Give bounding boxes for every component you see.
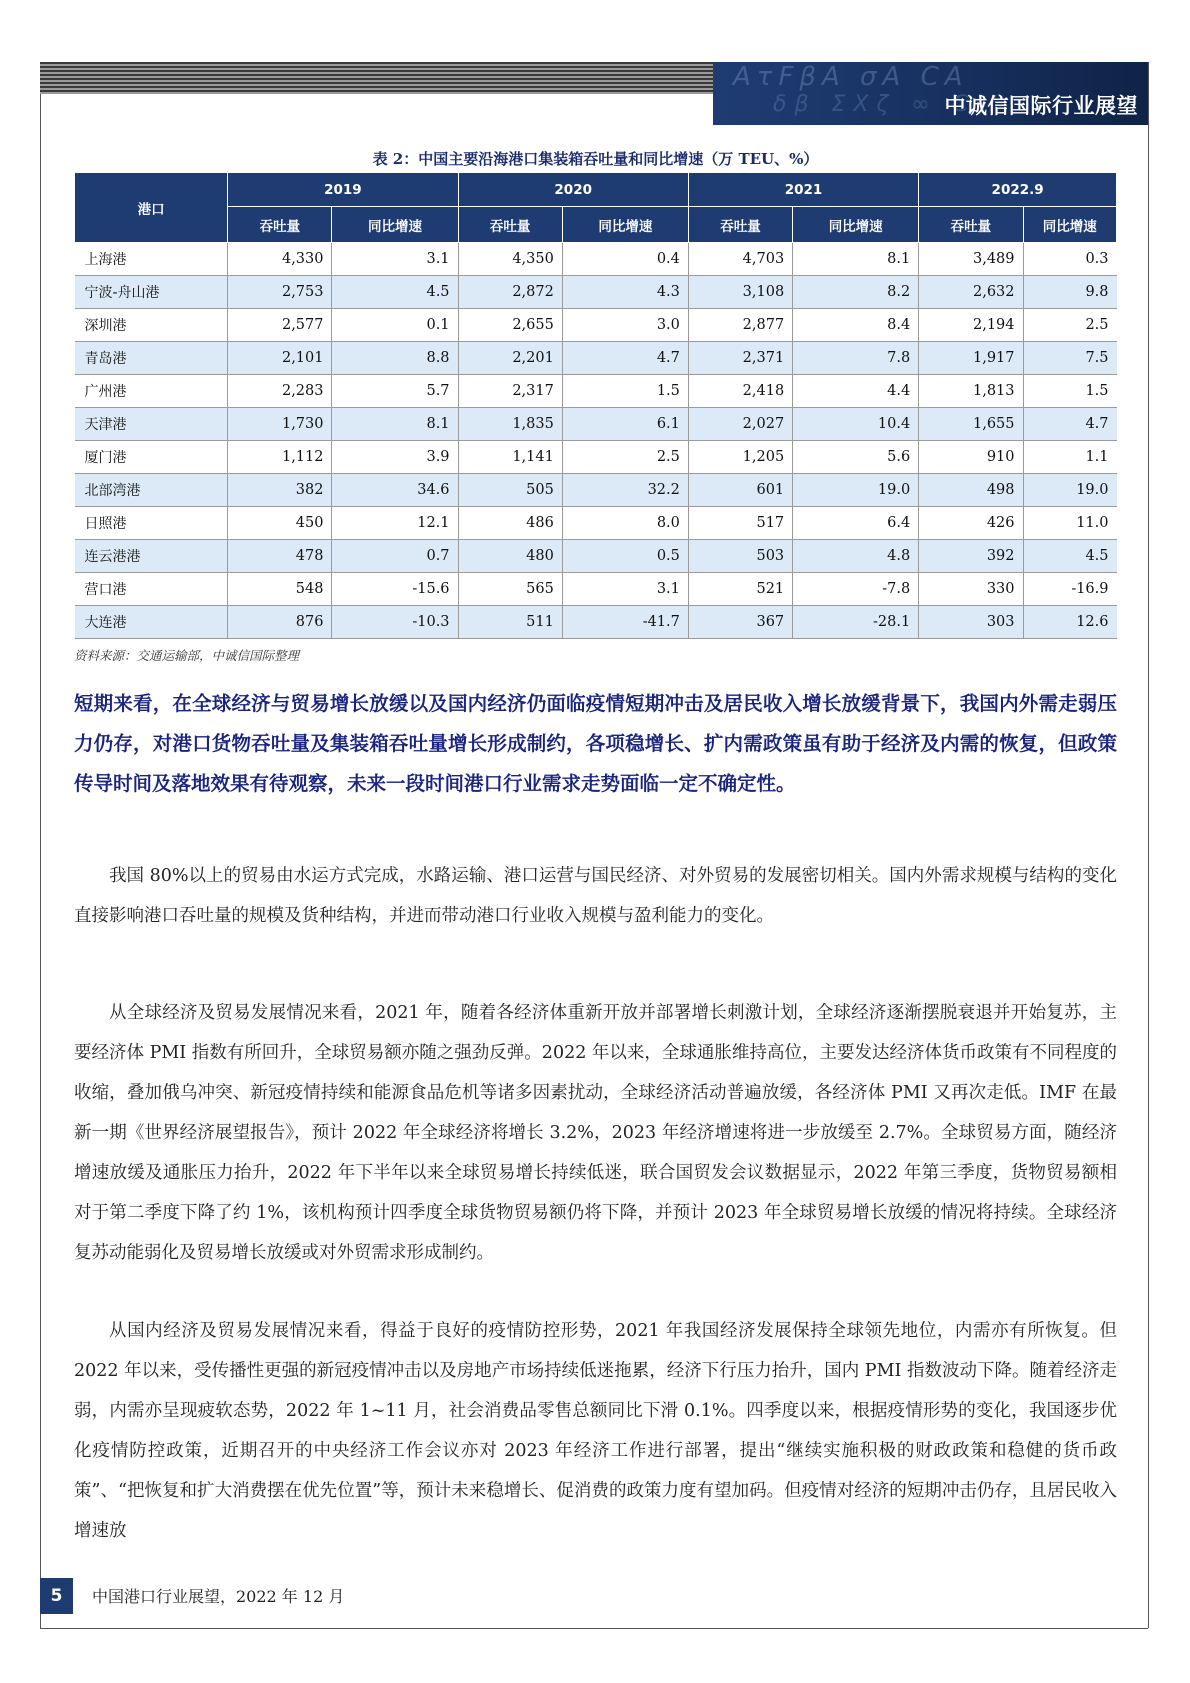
throughput-cell: 1,141 xyxy=(458,441,562,474)
page-number: 5 xyxy=(40,1578,73,1614)
key-takeaway: 短期来看，在全球经济与贸易增长放缓以及国内经济仍面临疫情短期冲击及居民收入增长放缓背景下，我国内外需走弱压力仍存，对港口货物吞吐量及集装箱吞吐量增长形成制约，各项稳增长、扩内需政策虽有助于经济及内需的恢复，但政策传导时间及落地效果有待观察，未来一段时间港口行业需求走势面临一定不确定性。 xyxy=(74,692,1117,795)
throughput-cell: 478 xyxy=(228,540,332,573)
table-row xyxy=(75,441,1117,474)
body-paragraph: 从全球经济及贸易发展情况来看，2021 年，随着各经济体重新开放并部署增长刺激计划，全球经济逐渐摆脱衰退并开始复苏，主要经济体 PMI 指数有所回升，全球贸易额亦随之强劲反弹。2022 年以来，全球通胀维持高位，主要发达经济体货币政策有不同程度的收缩，叠加俄乌冲突、新冠疫情持续和能源食品危机等诸多因素扰动，全球经济活动普遍放缓，各经济体 PMI 又再次走低。IMF 在最新一期《世界经济展望报告》，预计 2022 年全球经济将增长 3.2%，2023 年经济增速将进一步放缓至 2.7%。全球贸易方面，随经济增速放缓及通胀压力抬升，2022 年下半年以来全球贸易增长持续低迷，联合国贸发会议数据显示，2022 年第三季度，货物贸易额相对于第二季度下降了约 1%，该机构预计四季度全球货物贸易额仍将下降，并预计 2023 年全球贸易增长放缓的情况将持续。全球经济复苏动能弱化及贸易增长放缓或对外贸需求形成制约。 xyxy=(74,1003,1117,1263)
body-paragraph: 从国内经济及贸易发展情况来看，得益于良好的疫情防控形势，2021 年我国经济发展保持全球领先地位，内需亦有所恢复。但 2022 年以来，受传播性更强的新冠疫情冲击以及房地产市场持续低迷拖累，经济下行压力抬升，国内 PMI 指数波动下降。随着经济走弱，内需亦呈现疲软态势，2022 年 1~11 月，社会消费品零售总额同比下滑 0.1%。四季度以来，根据疫情形势的变化，我国逐步优化疫情防控政策，近期召开的中央经济工作会议亦对 2023 年经济工作进行部署，提出“继续实施积极的财政政策和稳健的货币政策”、“把恢复和扩大消费摆在优先位置”等，预计未来稳增长、促消费的政策力度有望加码。但疫情对经济的短期冲击仍存，且居民收入增速放 xyxy=(74,1321,1117,1541)
throughput-cell: 2,194 xyxy=(919,309,1023,342)
throughput-cell: 521 xyxy=(688,573,792,606)
port-name: 上海港 xyxy=(75,243,228,276)
throughput-cell: 2,201 xyxy=(458,342,562,375)
table-row xyxy=(75,309,1117,342)
yoy-cell: 8.8 xyxy=(332,342,458,375)
yoy-cell: 12.6 xyxy=(1023,606,1116,639)
yoy-cell: 1.1 xyxy=(1023,441,1116,474)
yoy-cell: 0.3 xyxy=(1023,243,1116,276)
footer-rule xyxy=(40,1628,1148,1629)
port-name: 天津港 xyxy=(75,408,228,441)
yoy-cell: 8.0 xyxy=(562,507,688,540)
table-row xyxy=(75,540,1117,573)
yoy-cell: 3.1 xyxy=(562,573,688,606)
table-row xyxy=(75,474,1117,507)
throughput-cell: 4,350 xyxy=(458,243,562,276)
yoy-cell: 5.6 xyxy=(793,441,919,474)
yoy-cell: 6.1 xyxy=(562,408,688,441)
throughput-cell: 4,703 xyxy=(688,243,792,276)
throughput-cell: 1,813 xyxy=(919,375,1023,408)
throughput-cell: 2,418 xyxy=(688,375,792,408)
col-header-throughput: 吞吐量 xyxy=(458,207,562,243)
throughput-cell: 2,753 xyxy=(228,276,332,309)
yoy-cell: 19.0 xyxy=(793,474,919,507)
table-row xyxy=(75,507,1117,540)
throughput-cell: 2,872 xyxy=(458,276,562,309)
throughput-cell: 450 xyxy=(228,507,332,540)
throughput-cell: 1,112 xyxy=(228,441,332,474)
yoy-cell: -41.7 xyxy=(562,606,688,639)
throughput-cell: 565 xyxy=(458,573,562,606)
throughput-cell: 426 xyxy=(919,507,1023,540)
yoy-cell: 4.3 xyxy=(562,276,688,309)
port-name: 大连港 xyxy=(75,606,228,639)
page-header xyxy=(40,62,1148,125)
table-row xyxy=(75,606,1117,639)
footer-doc-title: 中国港口行业展望，2022 年 12 月 xyxy=(92,1587,345,1606)
yoy-cell: 8.1 xyxy=(793,243,919,276)
port-name: 营口港 xyxy=(75,573,228,606)
yoy-cell: 5.7 xyxy=(332,375,458,408)
table-row xyxy=(75,342,1117,375)
col-header-yoy: 同比增速 xyxy=(562,207,688,243)
col-header-year: 2022.9 xyxy=(919,173,1117,207)
yoy-cell: 4.5 xyxy=(1023,540,1116,573)
port-name: 广州港 xyxy=(75,375,228,408)
yoy-cell: 6.4 xyxy=(793,507,919,540)
throughput-cell: 511 xyxy=(458,606,562,639)
port-name: 深圳港 xyxy=(75,309,228,342)
col-header-yoy: 同比增速 xyxy=(1023,207,1116,243)
throughput-cell: 1,655 xyxy=(919,408,1023,441)
yoy-cell: -15.6 xyxy=(332,573,458,606)
table-title: 表 2：中国主要沿海港口集装箱吞吐量和同比增速（万 TEU、%） xyxy=(372,150,819,168)
throughput-cell: 498 xyxy=(919,474,1023,507)
brand-title: 中诚信国际行业展望 xyxy=(944,94,1138,118)
throughput-cell: 2,655 xyxy=(458,309,562,342)
yoy-cell: 0.7 xyxy=(332,540,458,573)
col-header-throughput: 吞吐量 xyxy=(228,207,332,243)
port-name: 厦门港 xyxy=(75,441,228,474)
throughput-cell: 330 xyxy=(919,573,1023,606)
table-row xyxy=(75,243,1117,276)
throughput-cell: 2,101 xyxy=(228,342,332,375)
yoy-cell: 3.0 xyxy=(562,309,688,342)
throughput-cell: 876 xyxy=(228,606,332,639)
banner-decoration: AτFβA σA CA xyxy=(733,62,969,92)
table-row xyxy=(75,375,1117,408)
body-paragraph: 我国 80%以上的贸易由水运方式完成，水路运输、港口运营与国民经济、对外贸易的发展密切相关。国内外需求规模与结构的变化直接影响港口吞吐量的规模及货种结构，并进而带动港口行业收入规模与盈利能力的变化。 xyxy=(74,866,1117,926)
throughput-cell: 1,730 xyxy=(228,408,332,441)
col-header-throughput: 吞吐量 xyxy=(688,207,792,243)
yoy-cell: 0.5 xyxy=(562,540,688,573)
yoy-cell: 4.7 xyxy=(1023,408,1116,441)
throughput-cell: 303 xyxy=(919,606,1023,639)
throughput-cell: 517 xyxy=(688,507,792,540)
yoy-cell: 4.8 xyxy=(793,540,919,573)
throughput-cell: 367 xyxy=(688,606,792,639)
port-name: 青岛港 xyxy=(75,342,228,375)
yoy-cell: 19.0 xyxy=(1023,474,1116,507)
yoy-cell: 3.1 xyxy=(332,243,458,276)
throughput-cell: 910 xyxy=(919,441,1023,474)
yoy-cell: 12.1 xyxy=(332,507,458,540)
throughput-cell: 2,577 xyxy=(228,309,332,342)
banner-decoration-2: δβ ΣXζ ∞ C xyxy=(773,92,977,117)
col-header-yoy: 同比增速 xyxy=(793,207,919,243)
port-name: 宁波-舟山港 xyxy=(75,276,228,309)
header-stripes xyxy=(40,62,713,94)
port-name: 连云港港 xyxy=(75,540,228,573)
yoy-cell: -16.9 xyxy=(1023,573,1116,606)
yoy-cell: 2.5 xyxy=(562,441,688,474)
yoy-cell: 9.8 xyxy=(1023,276,1116,309)
col-header-year: 2019 xyxy=(228,173,458,207)
table-row xyxy=(75,573,1117,606)
col-header-throughput: 吞吐量 xyxy=(919,207,1023,243)
yoy-cell: 10.4 xyxy=(793,408,919,441)
throughput-cell: 4,330 xyxy=(228,243,332,276)
throughput-cell: 2,283 xyxy=(228,375,332,408)
port-name: 日照港 xyxy=(75,507,228,540)
yoy-cell: -28.1 xyxy=(793,606,919,639)
yoy-cell: 7.8 xyxy=(793,342,919,375)
yoy-cell: 8.4 xyxy=(793,309,919,342)
yoy-cell: 7.5 xyxy=(1023,342,1116,375)
yoy-cell: -10.3 xyxy=(332,606,458,639)
yoy-cell: 8.2 xyxy=(793,276,919,309)
yoy-cell: 3.9 xyxy=(332,441,458,474)
col-header-port: 港口 xyxy=(75,173,228,243)
throughput-cell: 2,877 xyxy=(688,309,792,342)
yoy-cell: 4.7 xyxy=(562,342,688,375)
table-row xyxy=(75,408,1117,441)
throughput-cell: 486 xyxy=(458,507,562,540)
throughput-cell: 503 xyxy=(688,540,792,573)
throughput-cell: 392 xyxy=(919,540,1023,573)
throughput-cell: 1,917 xyxy=(919,342,1023,375)
throughput-cell: 2,632 xyxy=(919,276,1023,309)
throughput-cell: 505 xyxy=(458,474,562,507)
col-header-year: 2020 xyxy=(458,173,688,207)
yoy-cell: 4.4 xyxy=(793,375,919,408)
yoy-cell: -7.8 xyxy=(793,573,919,606)
yoy-cell: 1.5 xyxy=(1023,375,1116,408)
yoy-cell: 1.5 xyxy=(562,375,688,408)
throughput-cell: 2,027 xyxy=(688,408,792,441)
port-throughput-table xyxy=(74,172,1117,639)
yoy-cell: 32.2 xyxy=(562,474,688,507)
throughput-cell: 382 xyxy=(228,474,332,507)
yoy-cell: 4.5 xyxy=(332,276,458,309)
throughput-cell: 2,371 xyxy=(688,342,792,375)
yoy-cell: 0.1 xyxy=(332,309,458,342)
throughput-cell: 2,317 xyxy=(458,375,562,408)
header-brand-banner xyxy=(713,62,1148,125)
yoy-cell: 8.1 xyxy=(332,408,458,441)
yoy-cell: 2.5 xyxy=(1023,309,1116,342)
col-header-yoy: 同比增速 xyxy=(332,207,458,243)
throughput-cell: 480 xyxy=(458,540,562,573)
throughput-cell: 1,835 xyxy=(458,408,562,441)
yoy-cell: 11.0 xyxy=(1023,507,1116,540)
yoy-cell: 34.6 xyxy=(332,474,458,507)
throughput-cell: 1,205 xyxy=(688,441,792,474)
yoy-cell: 0.4 xyxy=(562,243,688,276)
table-source: 资料来源：交通运输部，中诚信国际整理 xyxy=(74,648,300,663)
throughput-cell: 548 xyxy=(228,573,332,606)
throughput-cell: 601 xyxy=(688,474,792,507)
col-header-year: 2021 xyxy=(688,173,918,207)
throughput-cell: 3,489 xyxy=(919,243,1023,276)
throughput-cell: 3,108 xyxy=(688,276,792,309)
port-name: 北部湾港 xyxy=(75,474,228,507)
table-row xyxy=(75,276,1117,309)
